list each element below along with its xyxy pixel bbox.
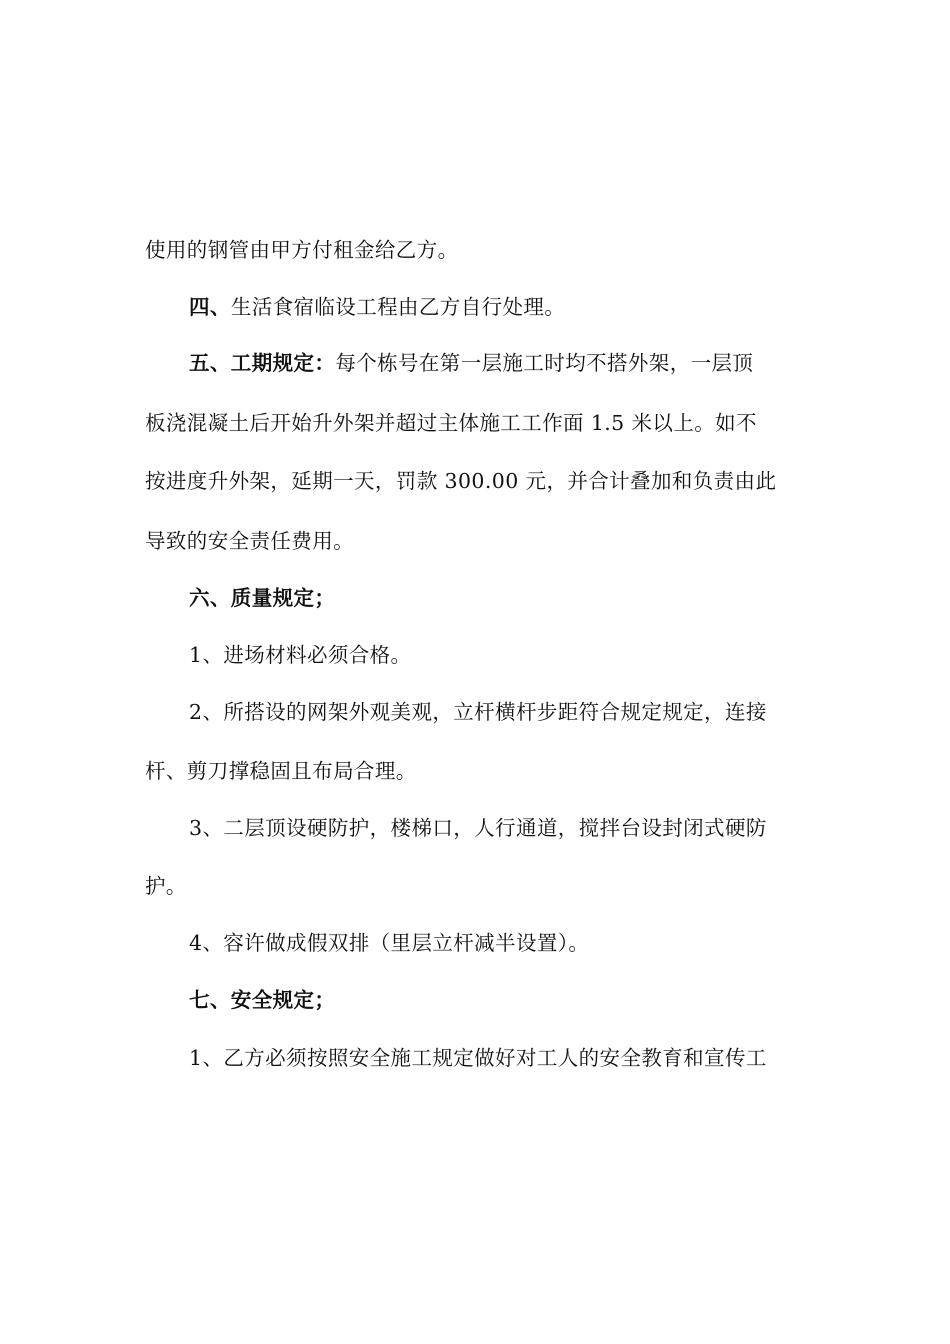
line-text: 导致的安全责任费用。 bbox=[145, 529, 354, 553]
paragraph-line-4 bbox=[145, 408, 825, 438]
section-6-line bbox=[189, 583, 869, 613]
list-item-6-1 bbox=[189, 640, 869, 670]
section-5-heading: 五、工期规定： bbox=[189, 351, 336, 375]
section-7-heading: 七、安全规定； bbox=[189, 988, 336, 1012]
line-text: 使用的钢管由甲方付租金给乙方。 bbox=[145, 238, 459, 262]
line-text: 板浇混凝土后开始升外架并超过主体施工工作面 1.5 米以上。如不 bbox=[145, 411, 757, 435]
line-text: 3、二层顶设硬防护，楼梯口，人行通道，搅拌台设封闭式硬防 bbox=[189, 816, 767, 840]
list-item-6-3-cont bbox=[145, 871, 825, 901]
list-item-6-4 bbox=[189, 928, 869, 958]
list-item-6-2-cont bbox=[145, 756, 825, 786]
line-text: 杆、剪刀撑稳固且布局合理。 bbox=[145, 759, 417, 783]
paragraph-line-6 bbox=[145, 526, 825, 556]
line-text: 1、进场材料必须合格。 bbox=[189, 643, 412, 667]
paragraph-line-5 bbox=[145, 466, 825, 496]
section-4-heading: 四、 bbox=[189, 295, 231, 319]
section-6-heading: 六、质量规定； bbox=[189, 586, 336, 610]
section-4-line bbox=[189, 292, 869, 322]
list-item-6-3 bbox=[189, 813, 869, 843]
paragraph-line-1 bbox=[145, 235, 825, 265]
section-5-line bbox=[189, 348, 869, 378]
line-text: 2、所搭设的网架外观美观，立杆横杆步距符合规定规定，连接 bbox=[189, 700, 767, 724]
line-text: 生活食宿临设工程由乙方自行处理。 bbox=[230, 295, 566, 319]
section-7-line bbox=[189, 985, 869, 1015]
list-item-7-1 bbox=[189, 1043, 869, 1073]
line-text: 护。 bbox=[145, 874, 187, 898]
line-text: 4、容许做成假双排（里层立杆减半设置）。 bbox=[189, 931, 590, 955]
line-text: 每个栋号在第一层施工时均不搭外架，一层顶 bbox=[335, 351, 754, 375]
line-text: 按进度升外架，延期一天，罚款 300.00 元，并合计叠加和负责由此 bbox=[145, 469, 777, 493]
line-text: 1、乙方必须按照安全施工规定做好对工人的安全教育和宣传工 bbox=[189, 1046, 767, 1070]
list-item-6-2 bbox=[189, 697, 869, 727]
